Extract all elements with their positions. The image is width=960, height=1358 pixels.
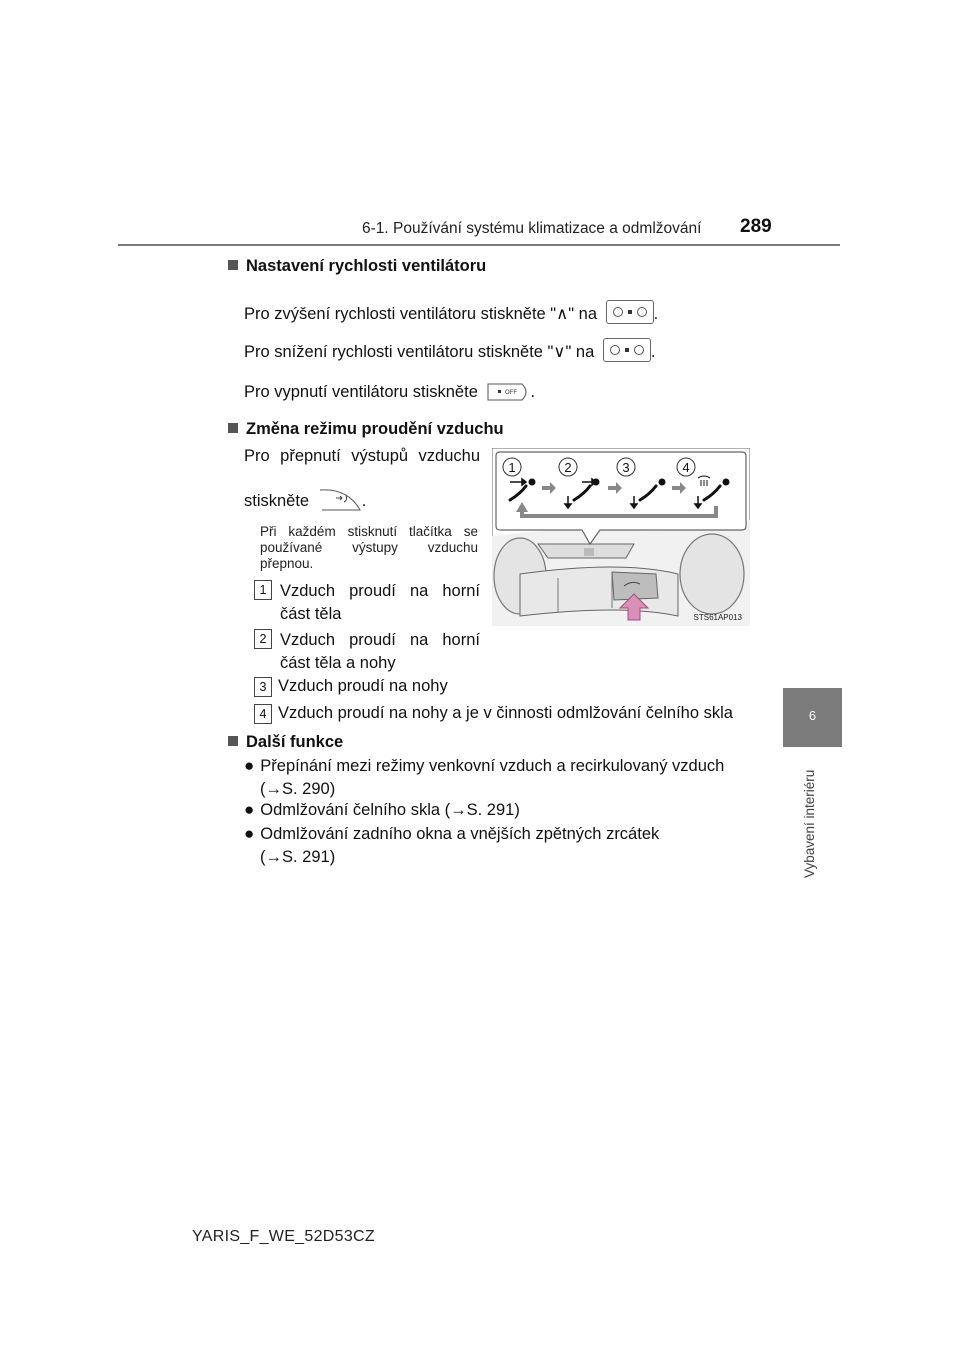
svg-text:STS61AP013: STS61AP013 [693, 613, 742, 622]
round-bullet-icon: ● [244, 824, 255, 843]
airflow-intro-line1: Pro přepnutí výstupů vzduchu [244, 447, 480, 465]
square-bullet-icon [228, 423, 238, 433]
list-item-continuation: (→S. 290) [260, 780, 336, 798]
airflow-note: Při každém stisknutí tlačítka se používané výstupy vzduchu přepnou. [260, 524, 478, 571]
fan-decrease-text: Pro snížení rychlosti ventilátoru stiskněte "∨" na . [244, 338, 655, 362]
fan-increase-text: Pro zvýšení rychlosti ventilátoru stiskněte "∧" na . [244, 300, 658, 324]
list-item: 4 Vzduch proudí na nohy a je v činnosti odmlžování čelního skla [254, 704, 733, 724]
list-item: 2 Vzduch proudí na horní část těla a nohy [254, 629, 480, 649]
chapter-side-label: Vybavení interiéru [802, 769, 817, 878]
svg-text:3: 3 [622, 460, 630, 475]
svg-text:4: 4 [682, 460, 690, 475]
fan-off-button-icon [486, 380, 530, 402]
airflow-mode-button-icon [318, 486, 362, 514]
airflow-mode-illustration [492, 448, 750, 626]
chapter-title: 6-1. Používání systému klimatizace a odmlžování [362, 220, 702, 237]
list-item: 1 Vzduch proudí na horní část těla [254, 580, 480, 600]
list-item: ● Odmlžování zadního okna a vnějších zpětných zrcátek [244, 824, 660, 843]
document-code: YARIS_F_WE_52D53CZ [192, 1228, 375, 1245]
svg-text:1: 1 [508, 460, 516, 475]
list-item: ● Přepínání mezi režimy venkovní vzduch a recirkulovaný vzduch [244, 756, 725, 775]
chapter-tab: 6 [783, 688, 842, 747]
svg-text:OFF: OFF [505, 390, 518, 396]
header-divider [118, 244, 840, 246]
round-bullet-icon: ● [244, 756, 255, 775]
page-number: 289 [740, 216, 772, 237]
list-item-continuation: (→S. 291) [260, 848, 336, 866]
section-heading-airflow: Změna režimu proudění vzduchu [228, 420, 504, 439]
square-bullet-icon [228, 260, 238, 270]
svg-text:2: 2 [564, 460, 572, 475]
square-bullet-icon [228, 736, 238, 746]
list-item: ● Odmlžování čelního skla (→S. 291) [244, 800, 520, 819]
fan-speed-button-icon [606, 300, 654, 324]
section-heading-fan: Nastavení rychlosti ventilátoru [228, 257, 486, 276]
fan-speed-button-icon [603, 338, 651, 362]
section-heading-other: Další funkce [228, 733, 343, 752]
airflow-intro-line2: stiskněte . [244, 486, 366, 514]
fan-off-text: Pro vypnutí ventilátoru stiskněte OFF . [244, 380, 535, 402]
list-item: 3 Vzduch proudí na nohy [254, 677, 448, 697]
round-bullet-icon: ● [244, 800, 255, 819]
